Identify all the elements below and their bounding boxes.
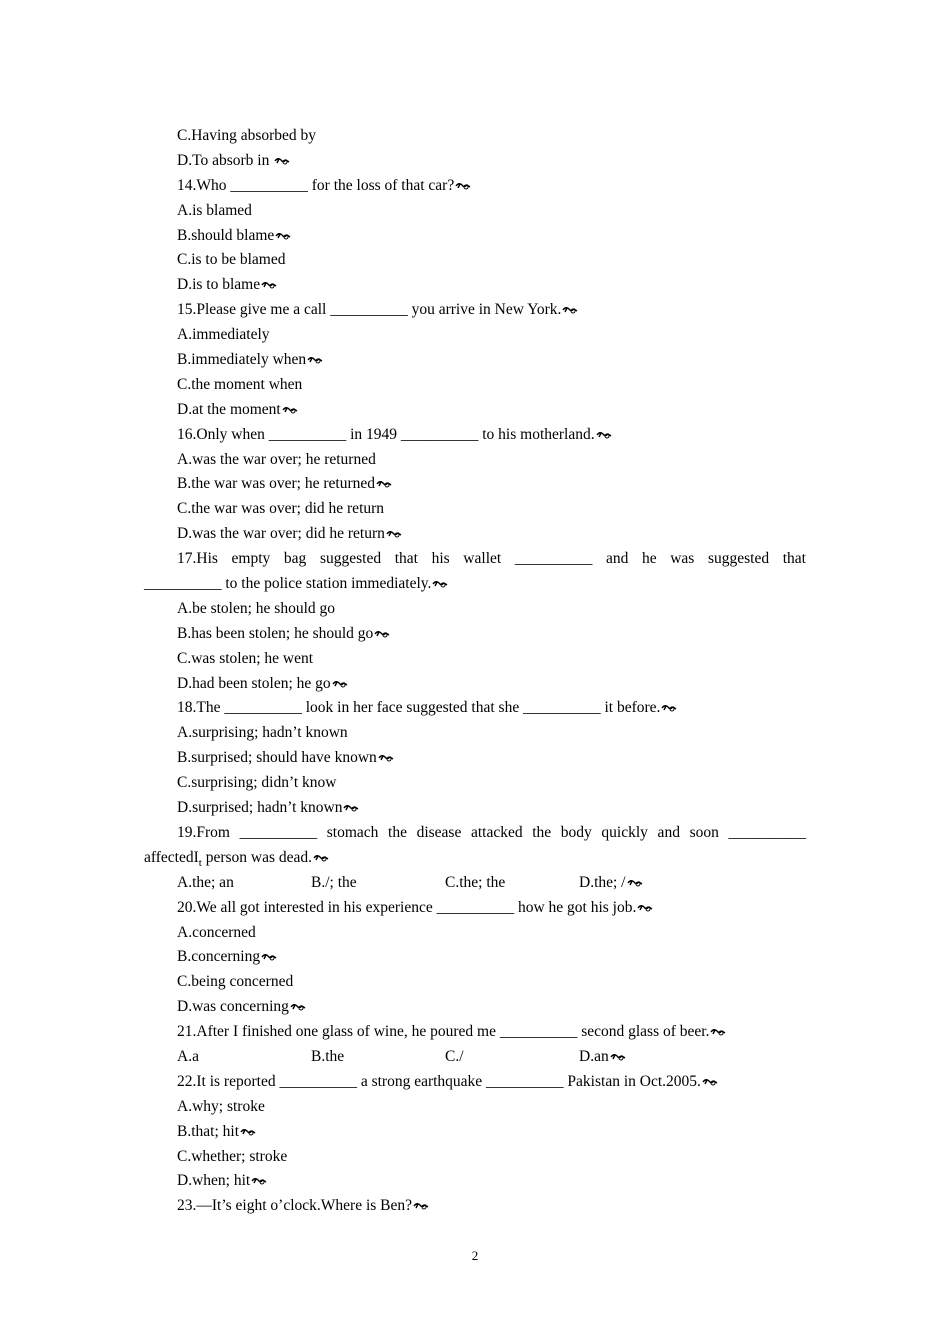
question-19: 19.From __________ stomach the disease attacked the body quickly and soon __________ bbox=[177, 823, 806, 841]
question-21-options bbox=[144, 1045, 806, 1070]
option-line: A.why; stroke bbox=[177, 1097, 265, 1115]
question-15: 15.Please give me a call __________ you arrive in New York. bbox=[144, 298, 806, 323]
paragraph-mark-icon bbox=[627, 878, 643, 888]
option-a: A.the; an bbox=[177, 873, 234, 891]
paragraph-mark-icon bbox=[376, 479, 392, 489]
paragraph-mark-icon bbox=[282, 405, 298, 415]
option-line: D.was the war over; did he return bbox=[144, 522, 806, 547]
option-line: A.immediately bbox=[177, 326, 270, 344]
paragraph-mark-icon bbox=[261, 952, 277, 962]
paragraph-mark-icon bbox=[596, 430, 612, 440]
paragraph-mark-icon bbox=[432, 579, 448, 589]
option-line: C.being concerned bbox=[177, 973, 294, 991]
question-16: 16.Only when __________ in 1949 __________ to his motherland. bbox=[144, 423, 806, 448]
page-number: 2 bbox=[471, 1248, 479, 1263]
option-c: C.the; the bbox=[445, 873, 506, 891]
option-line: D.is to blame bbox=[144, 273, 806, 298]
paragraph-mark-icon bbox=[710, 1027, 726, 1037]
question-22: 22.It is reported __________ a strong earthquake __________ Pakistan in Oct.2005. bbox=[144, 1070, 806, 1095]
option-d: D.the; / bbox=[579, 871, 643, 896]
option-line: D.surprised; hadn’t known bbox=[144, 796, 806, 821]
question-21: 21.After I finished one glass of wine, he poured me __________ second glass of beer. bbox=[144, 1020, 806, 1045]
paragraph-mark-icon bbox=[702, 1077, 718, 1087]
option-line: C.was stolen; he went bbox=[177, 649, 314, 667]
option-line: B.the war was over; he returned bbox=[144, 472, 806, 497]
option-line: B.immediately when bbox=[144, 348, 806, 373]
paragraph-mark-icon bbox=[332, 679, 348, 689]
question-18: 18.The __________ look in her face suggested that she __________ it before. bbox=[144, 696, 806, 721]
question-20: 20.We all got interested in his experience __________ how he got his job. bbox=[144, 896, 806, 921]
option-line: B.that; hit bbox=[144, 1120, 806, 1145]
option-line: C.surprising; didn’t know bbox=[177, 774, 337, 792]
option-line: D.To absorb in bbox=[144, 149, 806, 174]
paragraph-mark-icon bbox=[275, 231, 291, 241]
paragraph-mark-icon bbox=[374, 629, 390, 639]
document-body bbox=[144, 124, 806, 1219]
question-19-continued: affectedI$_t$ person was dead. bbox=[144, 846, 806, 871]
option-line: B.concerning bbox=[144, 945, 806, 970]
question-17-continued: __________ to the police station immediately. bbox=[144, 572, 806, 597]
option-line: C.is to be blamed bbox=[177, 251, 286, 269]
paragraph-mark-icon bbox=[413, 1201, 429, 1211]
question-17: 17.His empty bag suggested that his wallet __________ and he was suggested that bbox=[177, 550, 806, 568]
paragraph-mark-icon bbox=[274, 156, 290, 166]
option-line: C.the war was over; did he return bbox=[177, 500, 385, 518]
option-line: A.concerned bbox=[177, 923, 256, 941]
paragraph-mark-icon bbox=[637, 903, 653, 913]
option-line: B.has been stolen; he should go bbox=[144, 622, 806, 647]
option-line: A.was the war over; he returned bbox=[177, 450, 376, 468]
option-line: A.is blamed bbox=[177, 201, 252, 219]
option-line: C.the moment when bbox=[177, 375, 303, 393]
option-b: B./; the bbox=[311, 873, 357, 891]
paragraph-mark-icon bbox=[313, 853, 329, 863]
paragraph-mark-icon bbox=[307, 355, 323, 365]
option-line: B.surprised; should have known bbox=[144, 746, 806, 771]
option-line: D.when; hit bbox=[144, 1169, 806, 1194]
question-14: 14.Who __________ for the loss of that car? bbox=[144, 174, 806, 199]
option-line: D.at the moment bbox=[144, 398, 806, 423]
question-19-options bbox=[144, 871, 806, 896]
option-line: C.whether; stroke bbox=[177, 1147, 288, 1165]
option-line: A.be stolen; he should go bbox=[177, 599, 335, 617]
paragraph-mark-icon bbox=[455, 181, 471, 191]
option-b: B.the bbox=[311, 1047, 345, 1065]
option-a: A.a bbox=[177, 1047, 199, 1065]
option-line: C.Having absorbed by bbox=[177, 127, 317, 144]
paragraph-mark-icon bbox=[562, 305, 578, 315]
option-c: C./ bbox=[445, 1047, 464, 1065]
option-line: D.was concerning bbox=[144, 995, 806, 1020]
paragraph-mark-icon bbox=[240, 1127, 256, 1137]
paragraph-mark-icon bbox=[290, 1002, 306, 1012]
option-line: D.had been stolen; he go bbox=[144, 672, 806, 697]
paragraph-mark-icon bbox=[378, 753, 394, 763]
paragraph-mark-icon bbox=[251, 1176, 267, 1186]
option-d: D.an bbox=[579, 1045, 626, 1070]
paragraph-mark-icon bbox=[661, 703, 677, 713]
option-line: B.should blame bbox=[144, 224, 806, 249]
paragraph-mark-icon bbox=[343, 803, 359, 813]
option-line: A.surprising; hadn’t known bbox=[177, 724, 348, 742]
paragraph-mark-icon bbox=[386, 529, 402, 539]
paragraph-mark-icon bbox=[261, 280, 277, 290]
paragraph-mark-icon bbox=[610, 1052, 626, 1062]
question-23: 23.—It’s eight o’clock.Where is Ben? bbox=[144, 1194, 806, 1219]
